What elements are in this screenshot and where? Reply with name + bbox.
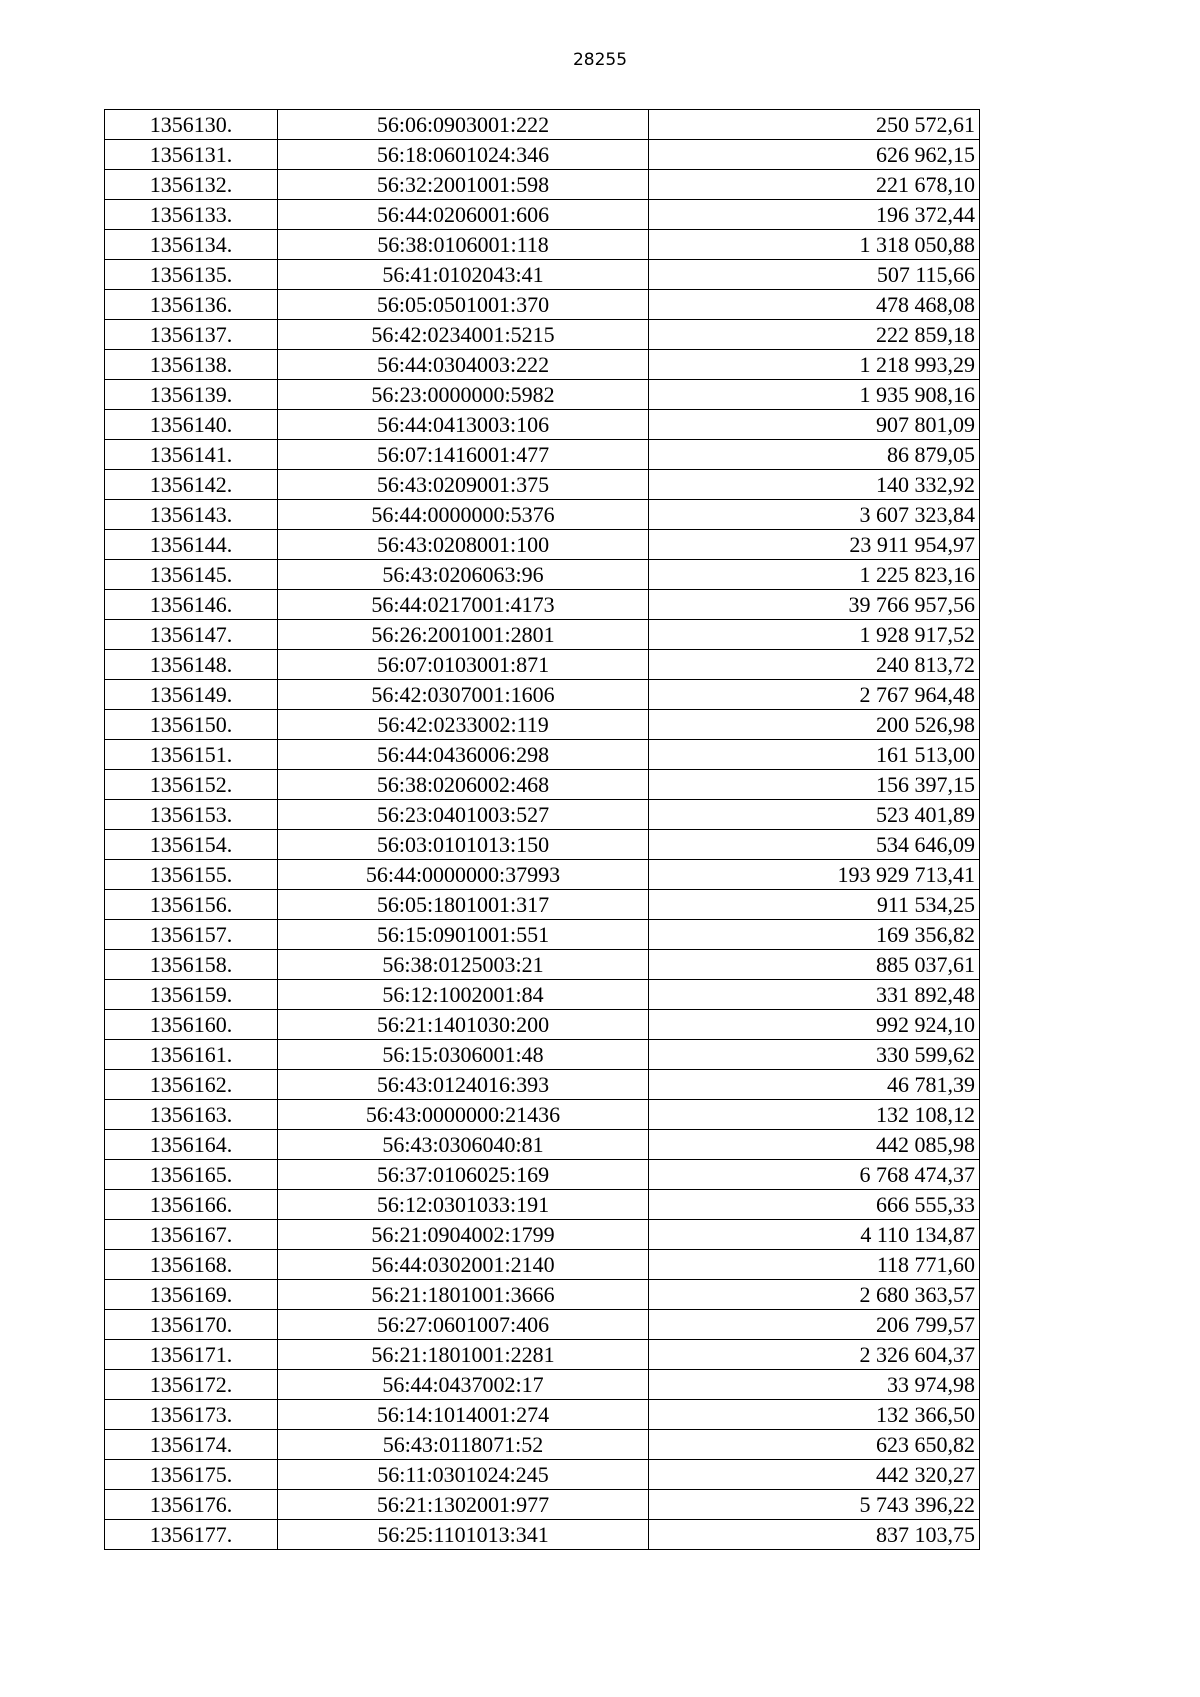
- table-row: [105, 1010, 980, 1040]
- row-number-cell: 1356140.: [105, 410, 278, 440]
- cadastral-number-cell: 56:26:2001001:2801: [278, 620, 649, 650]
- cadastral-value-cell: 2 680 363,57: [649, 1280, 980, 1310]
- cadastral-number-cell: 56:44:0304003:222: [278, 350, 649, 380]
- row-number-cell: 1356152.: [105, 770, 278, 800]
- table-row: [105, 1520, 980, 1550]
- cadastral-value-cell: 331 892,48: [649, 980, 980, 1010]
- table-row: [105, 950, 980, 980]
- row-number-cell: 1356144.: [105, 530, 278, 560]
- table-row: [105, 140, 980, 170]
- table-row: [105, 1040, 980, 1070]
- cadastral-number-cell: 56:44:0436006:298: [278, 740, 649, 770]
- cadastral-number-cell: 56:11:0301024:245: [278, 1460, 649, 1490]
- table-row: [105, 980, 980, 1010]
- table-row: [105, 1070, 980, 1100]
- cadastral-number-cell: 56:43:0000000:21436: [278, 1100, 649, 1130]
- table-row: [105, 860, 980, 890]
- cadastral-value-cell: 6 768 474,37: [649, 1160, 980, 1190]
- table-row: [105, 740, 980, 770]
- table-row: [105, 1190, 980, 1220]
- cadastral-number-cell: 56:43:0306040:81: [278, 1130, 649, 1160]
- row-number-cell: 1356147.: [105, 620, 278, 650]
- table-row: [105, 410, 980, 440]
- row-number-cell: 1356157.: [105, 920, 278, 950]
- row-number-cell: 1356146.: [105, 590, 278, 620]
- table-row: [105, 1250, 980, 1280]
- row-number-cell: 1356149.: [105, 680, 278, 710]
- cadastral-number-cell: 56:07:1416001:477: [278, 440, 649, 470]
- cadastral-number-cell: 56:44:0413003:106: [278, 410, 649, 440]
- row-number-cell: 1356135.: [105, 260, 278, 290]
- row-number-cell: 1356132.: [105, 170, 278, 200]
- cadastral-value-cell: 507 115,66: [649, 260, 980, 290]
- table-row: [105, 1370, 980, 1400]
- cadastral-number-cell: 56:43:0208001:100: [278, 530, 649, 560]
- cadastral-number-cell: 56:43:0209001:375: [278, 470, 649, 500]
- cadastral-value-cell: 250 572,61: [649, 110, 980, 140]
- cadastral-number-cell: 56:21:1801001:2281: [278, 1340, 649, 1370]
- row-number-cell: 1356155.: [105, 860, 278, 890]
- cadastral-value-cell: 885 037,61: [649, 950, 980, 980]
- cadastral-value-cell: 837 103,75: [649, 1520, 980, 1550]
- table-row: [105, 1430, 980, 1460]
- row-number-cell: 1356174.: [105, 1430, 278, 1460]
- cadastral-number-cell: 56:27:0601007:406: [278, 1310, 649, 1340]
- cadastral-value-cell: 23 911 954,97: [649, 530, 980, 560]
- cadastral-number-cell: 56:25:1101013:341: [278, 1520, 649, 1550]
- cadastral-value-cell: 196 372,44: [649, 200, 980, 230]
- cadastral-number-cell: 56:44:0000000:5376: [278, 500, 649, 530]
- table-body: [105, 110, 980, 1550]
- cadastral-number-cell: 56:15:0901001:551: [278, 920, 649, 950]
- cadastral-value-cell: 39 766 957,56: [649, 590, 980, 620]
- row-number-cell: 1356173.: [105, 1400, 278, 1430]
- cadastral-value-cell: 86 879,05: [649, 440, 980, 470]
- cadastral-number-cell: 56:44:0206001:606: [278, 200, 649, 230]
- cadastral-number-cell: 56:42:0234001:5215: [278, 320, 649, 350]
- cadastral-value-cell: 1 218 993,29: [649, 350, 980, 380]
- cadastral-value-cell: 1 225 823,16: [649, 560, 980, 590]
- row-number-cell: 1356169.: [105, 1280, 278, 1310]
- cadastral-value-cell: 1 318 050,88: [649, 230, 980, 260]
- row-number-cell: 1356130.: [105, 110, 278, 140]
- cadastral-number-cell: 56:21:0904002:1799: [278, 1220, 649, 1250]
- cadastral-number-cell: 56:03:0101013:150: [278, 830, 649, 860]
- table-row: [105, 290, 980, 320]
- cadastral-number-cell: 56:21:1401030:200: [278, 1010, 649, 1040]
- table-row: [105, 680, 980, 710]
- cadastral-value-cell: 161 513,00: [649, 740, 980, 770]
- row-number-cell: 1356141.: [105, 440, 278, 470]
- row-number-cell: 1356168.: [105, 1250, 278, 1280]
- cadastral-number-cell: 56:43:0124016:393: [278, 1070, 649, 1100]
- row-number-cell: 1356159.: [105, 980, 278, 1010]
- table-row: [105, 920, 980, 950]
- row-number-cell: 1356164.: [105, 1130, 278, 1160]
- cadastral-number-cell: 56:12:1002001:84: [278, 980, 649, 1010]
- table-row: [105, 1460, 980, 1490]
- table-row: [105, 620, 980, 650]
- cadastral-number-cell: 56:23:0401003:527: [278, 800, 649, 830]
- table-row: [105, 1490, 980, 1520]
- cadastral-value-cell: 156 397,15: [649, 770, 980, 800]
- row-number-cell: 1356171.: [105, 1340, 278, 1370]
- cadastral-number-cell: 56:38:0125003:21: [278, 950, 649, 980]
- table-row: [105, 1220, 980, 1250]
- cadastral-value-cell: 200 526,98: [649, 710, 980, 740]
- row-number-cell: 1356163.: [105, 1100, 278, 1130]
- page-number: 28255: [572, 50, 628, 70]
- table-row: [105, 1340, 980, 1370]
- cadastral-value-cell: 193 929 713,41: [649, 860, 980, 890]
- table-row: [105, 560, 980, 590]
- cadastral-number-cell: 56:38:0206002:468: [278, 770, 649, 800]
- row-number-cell: 1356166.: [105, 1190, 278, 1220]
- cadastral-value-cell: 2 767 964,48: [649, 680, 980, 710]
- cadastral-value-cell: 2 326 604,37: [649, 1340, 980, 1370]
- cadastral-number-cell: 56:32:2001001:598: [278, 170, 649, 200]
- table-row: [105, 440, 980, 470]
- row-number-cell: 1356139.: [105, 380, 278, 410]
- cadastral-number-cell: 56:44:0437002:17: [278, 1370, 649, 1400]
- cadastral-value-cell: 330 599,62: [649, 1040, 980, 1070]
- row-number-cell: 1356165.: [105, 1160, 278, 1190]
- cadastral-value-cell: 140 332,92: [649, 470, 980, 500]
- row-number-cell: 1356133.: [105, 200, 278, 230]
- cadastral-number-cell: 56:44:0000000:37993: [278, 860, 649, 890]
- cadastral-number-cell: 56:15:0306001:48: [278, 1040, 649, 1070]
- table-row: [105, 1310, 980, 1340]
- cadastral-value-cell: 911 534,25: [649, 890, 980, 920]
- cadastral-number-cell: 56:42:0307001:1606: [278, 680, 649, 710]
- row-number-cell: 1356158.: [105, 950, 278, 980]
- cadastral-number-cell: 56:05:0501001:370: [278, 290, 649, 320]
- cadastral-value-cell: 221 678,10: [649, 170, 980, 200]
- table-row: [105, 1100, 980, 1130]
- table-row: [105, 1400, 980, 1430]
- row-number-cell: 1356150.: [105, 710, 278, 740]
- cadastral-number-cell: 56:44:0217001:4173: [278, 590, 649, 620]
- row-number-cell: 1356161.: [105, 1040, 278, 1070]
- cadastral-value-cell: 442 320,27: [649, 1460, 980, 1490]
- cadastral-number-cell: 56:44:0302001:2140: [278, 1250, 649, 1280]
- cadastral-value-cell: 666 555,33: [649, 1190, 980, 1220]
- cadastral-number-cell: 56:05:1801001:317: [278, 890, 649, 920]
- table-row: [105, 710, 980, 740]
- cadastral-number-cell: 56:18:0601024:346: [278, 140, 649, 170]
- row-number-cell: 1356148.: [105, 650, 278, 680]
- cadastral-number-cell: 56:43:0206063:96: [278, 560, 649, 590]
- row-number-cell: 1356175.: [105, 1460, 278, 1490]
- table-row: [105, 380, 980, 410]
- row-number-cell: 1356160.: [105, 1010, 278, 1040]
- row-number-cell: 1356136.: [105, 290, 278, 320]
- table-row: [105, 1160, 980, 1190]
- row-number-cell: 1356170.: [105, 1310, 278, 1340]
- cadastral-value-cell: 5 743 396,22: [649, 1490, 980, 1520]
- table-row: [105, 1280, 980, 1310]
- cadastral-value-cell: 118 771,60: [649, 1250, 980, 1280]
- cadastral-number-cell: 56:12:0301033:191: [278, 1190, 649, 1220]
- row-number-cell: 1356176.: [105, 1490, 278, 1520]
- cadastral-number-cell: 56:43:0118071:52: [278, 1430, 649, 1460]
- row-number-cell: 1356156.: [105, 890, 278, 920]
- cadastral-value-cell: 1 935 908,16: [649, 380, 980, 410]
- cadastral-number-cell: 56:23:0000000:5982: [278, 380, 649, 410]
- table-row: [105, 230, 980, 260]
- table-row: [105, 470, 980, 500]
- row-number-cell: 1356131.: [105, 140, 278, 170]
- cadastral-number-cell: 56:06:0903001:222: [278, 110, 649, 140]
- table-row: [105, 110, 980, 140]
- cadastral-number-cell: 56:38:0106001:118: [278, 230, 649, 260]
- row-number-cell: 1356143.: [105, 500, 278, 530]
- cadastral-number-cell: 56:37:0106025:169: [278, 1160, 649, 1190]
- table-row: [105, 200, 980, 230]
- table-row: [105, 890, 980, 920]
- cadastral-value-cell: 442 085,98: [649, 1130, 980, 1160]
- row-number-cell: 1356142.: [105, 470, 278, 500]
- table-row: [105, 650, 980, 680]
- row-number-cell: 1356162.: [105, 1070, 278, 1100]
- table-row: [105, 770, 980, 800]
- cadastral-number-cell: 56:21:1801001:3666: [278, 1280, 649, 1310]
- cadastral-value-cell: 46 781,39: [649, 1070, 980, 1100]
- row-number-cell: 1356154.: [105, 830, 278, 860]
- table-row: [105, 830, 980, 860]
- cadastral-value-cell: 3 607 323,84: [649, 500, 980, 530]
- cadastral-value-table: [104, 109, 980, 1550]
- row-number-cell: 1356138.: [105, 350, 278, 380]
- table-row: [105, 500, 980, 530]
- cadastral-value-cell: 240 813,72: [649, 650, 980, 680]
- row-number-cell: 1356134.: [105, 230, 278, 260]
- cadastral-value-cell: 478 468,08: [649, 290, 980, 320]
- table-row: [105, 590, 980, 620]
- cadastral-value-cell: 33 974,98: [649, 1370, 980, 1400]
- cadastral-value-cell: 132 108,12: [649, 1100, 980, 1130]
- cadastral-number-cell: 56:14:1014001:274: [278, 1400, 649, 1430]
- cadastral-value-cell: 132 366,50: [649, 1400, 980, 1430]
- row-number-cell: 1356167.: [105, 1220, 278, 1250]
- cadastral-value-cell: 4 110 134,87: [649, 1220, 980, 1250]
- row-number-cell: 1356172.: [105, 1370, 278, 1400]
- cadastral-number-cell: 56:41:0102043:41: [278, 260, 649, 290]
- table-row: [105, 320, 980, 350]
- table-row: [105, 170, 980, 200]
- table-row: [105, 260, 980, 290]
- cadastral-value-cell: 1 928 917,52: [649, 620, 980, 650]
- row-number-cell: 1356153.: [105, 800, 278, 830]
- cadastral-number-cell: 56:42:0233002:119: [278, 710, 649, 740]
- row-number-cell: 1356137.: [105, 320, 278, 350]
- cadastral-value-cell: 623 650,82: [649, 1430, 980, 1460]
- row-number-cell: 1356145.: [105, 560, 278, 590]
- cadastral-value-cell: 206 799,57: [649, 1310, 980, 1340]
- cadastral-value-cell: 222 859,18: [649, 320, 980, 350]
- row-number-cell: 1356151.: [105, 740, 278, 770]
- cadastral-number-cell: 56:07:0103001:871: [278, 650, 649, 680]
- table-row: [105, 350, 980, 380]
- cadastral-value-cell: 534 646,09: [649, 830, 980, 860]
- cadastral-number-cell: 56:21:1302001:977: [278, 1490, 649, 1520]
- cadastral-value-cell: 907 801,09: [649, 410, 980, 440]
- cadastral-value-cell: 992 924,10: [649, 1010, 980, 1040]
- cadastral-value-cell: 169 356,82: [649, 920, 980, 950]
- table-row: [105, 800, 980, 830]
- table-row: [105, 530, 980, 560]
- row-number-cell: 1356177.: [105, 1520, 278, 1550]
- cadastral-value-cell: 626 962,15: [649, 140, 980, 170]
- table-row: [105, 1130, 980, 1160]
- cadastral-value-cell: 523 401,89: [649, 800, 980, 830]
